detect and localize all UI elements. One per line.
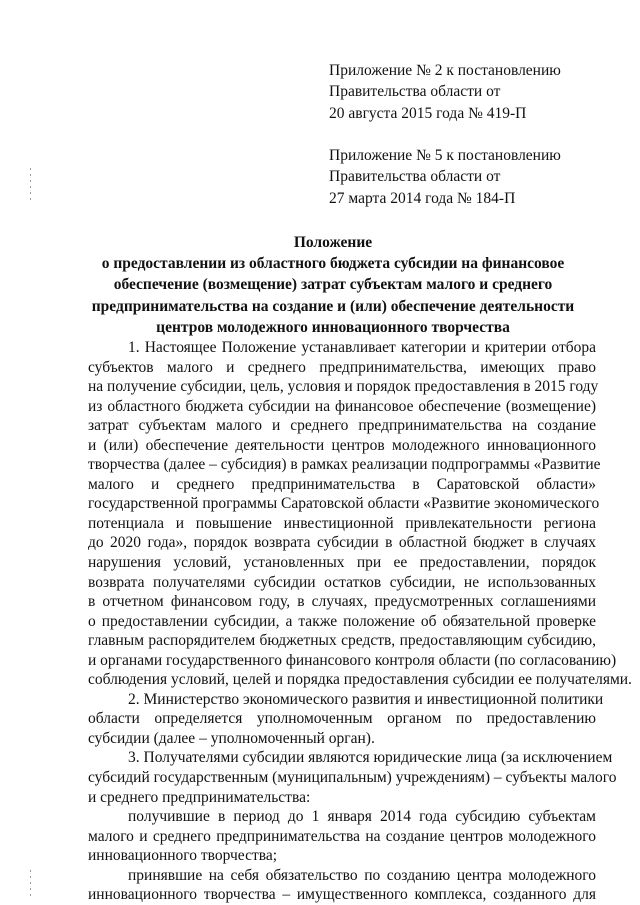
paragraph-line: нарушения условий, установленных при ее предоставлении, порядок <box>88 554 596 572</box>
paragraph-line: на получение субсидии, цель, условия и порядок предоставления в 2015 году <box>88 378 599 396</box>
paragraph-line: главным распорядителем бюджетных средств, предоставляющим субсидию, <box>88 632 596 650</box>
paragraph-line: субсидии (далее – уполномоченный орган). <box>88 729 375 747</box>
appendix-note-line: Приложение № 5 к постановлению <box>329 147 561 164</box>
title-line: центров молодежного инновационного творчества <box>156 318 510 336</box>
document-body <box>88 338 632 905</box>
paragraph-line: до 2020 года», порядок возврата субсидии в областной бюджет в случаях <box>88 534 596 552</box>
paragraph-3 <box>88 748 617 807</box>
paragraph-line: 1. Настоящее Положение устанавливает категории и критерии отбора <box>128 339 596 356</box>
paragraph-line: области определяется уполномоченным органом по предоставлению <box>88 710 596 728</box>
paragraph-1 <box>88 338 632 690</box>
paragraph-line: в отчетном финансовом году, в случаях, предусмотренных соглашениями <box>88 593 596 611</box>
title-line: предпринимательства на создание и (или) обеспечение деятельности <box>91 297 575 315</box>
paragraph-line: о предоставлении субсидии, а также положение об обязательной проверке <box>88 612 596 630</box>
appendix-note-line: 27 марта 2014 года № 184-П <box>329 189 516 207</box>
paragraph-line: принявшие на себя обязательство по созданию центра молодежного <box>128 866 596 884</box>
paragraph-line: субъектов малого и среднего предпринимательства, имеющих право <box>88 358 596 376</box>
appendix-note-line: Правительства области от <box>329 168 501 186</box>
appendix-note-line: Приложение № 2 к постановлению <box>329 62 561 79</box>
scan-margin-marks-bottom <box>30 870 31 900</box>
paragraph-line: затрат субъектам малого и среднего предпринимательства на создание <box>88 417 596 435</box>
paragraph-line: соблюдения условий, целей и порядка предоставления субсидии ее получателями. <box>88 671 632 689</box>
paragraph-line: творчества (далее – субсидия) в рамках реализации подпрограммы «Развитие <box>88 456 601 474</box>
paragraph-line: возврата получателями субсидии остатков субсидии, не использованных <box>88 573 596 591</box>
paragraph-4 <box>88 807 596 866</box>
appendix-note-1 <box>329 60 561 124</box>
appendix-note-line: Правительства области от <box>329 83 501 101</box>
paragraph-2 <box>88 690 604 749</box>
paragraph-5 <box>88 866 596 905</box>
paragraph-line: субсидий государственным (муниципальным) учреждениям) – субъекты малого <box>88 769 617 787</box>
paragraph-line: 3. Получателями субсидии являются юридические лица (за исключением <box>128 749 613 767</box>
paragraph-line: государственной программы Саратовской области «Развитие экономического <box>88 495 600 513</box>
paragraph-line: инновационного творчества – имущественного комплекса, созданного для <box>88 886 596 904</box>
paragraph-line: и (или) обеспечение деятельности центров молодежного инновационного <box>88 436 596 454</box>
title-line: Положение <box>293 234 373 251</box>
document-title <box>70 232 596 338</box>
paragraph-line: инновационного творчества; <box>88 847 278 865</box>
paragraph-line: и органами государственного финансового контроля области (по согласованию) <box>88 651 617 669</box>
scan-margin-marks-top <box>30 168 31 204</box>
paragraph-line: потенциала и повышение инвестиционной привлекательности региона <box>88 514 596 532</box>
appendix-note-2 <box>329 145 561 209</box>
appendix-note-line: 20 августа 2015 года № 419-П <box>329 104 527 122</box>
paragraph-line: малого и среднего предпринимательства на создание центров молодежного <box>88 827 596 845</box>
paragraph-line: 2. Министерство экономического развития и инвестиционной политики <box>128 690 604 708</box>
title-line: о предоставлении из областного бюджета субсидии на финансовое <box>101 255 565 273</box>
paragraph-line: из областного бюджета субсидии на финансовое обеспечение (возмещение) <box>88 397 596 415</box>
title-line: обеспечение (возмещение) затрат субъектам малого и среднего <box>113 276 553 294</box>
paragraph-line: и среднего предпринимательства: <box>88 788 311 806</box>
paragraph-line: получившие в период до 1 января 2014 года субсидию субъектам <box>128 808 596 826</box>
paragraph-line: малого и среднего предпринимательства в Саратовской области» <box>88 475 596 493</box>
